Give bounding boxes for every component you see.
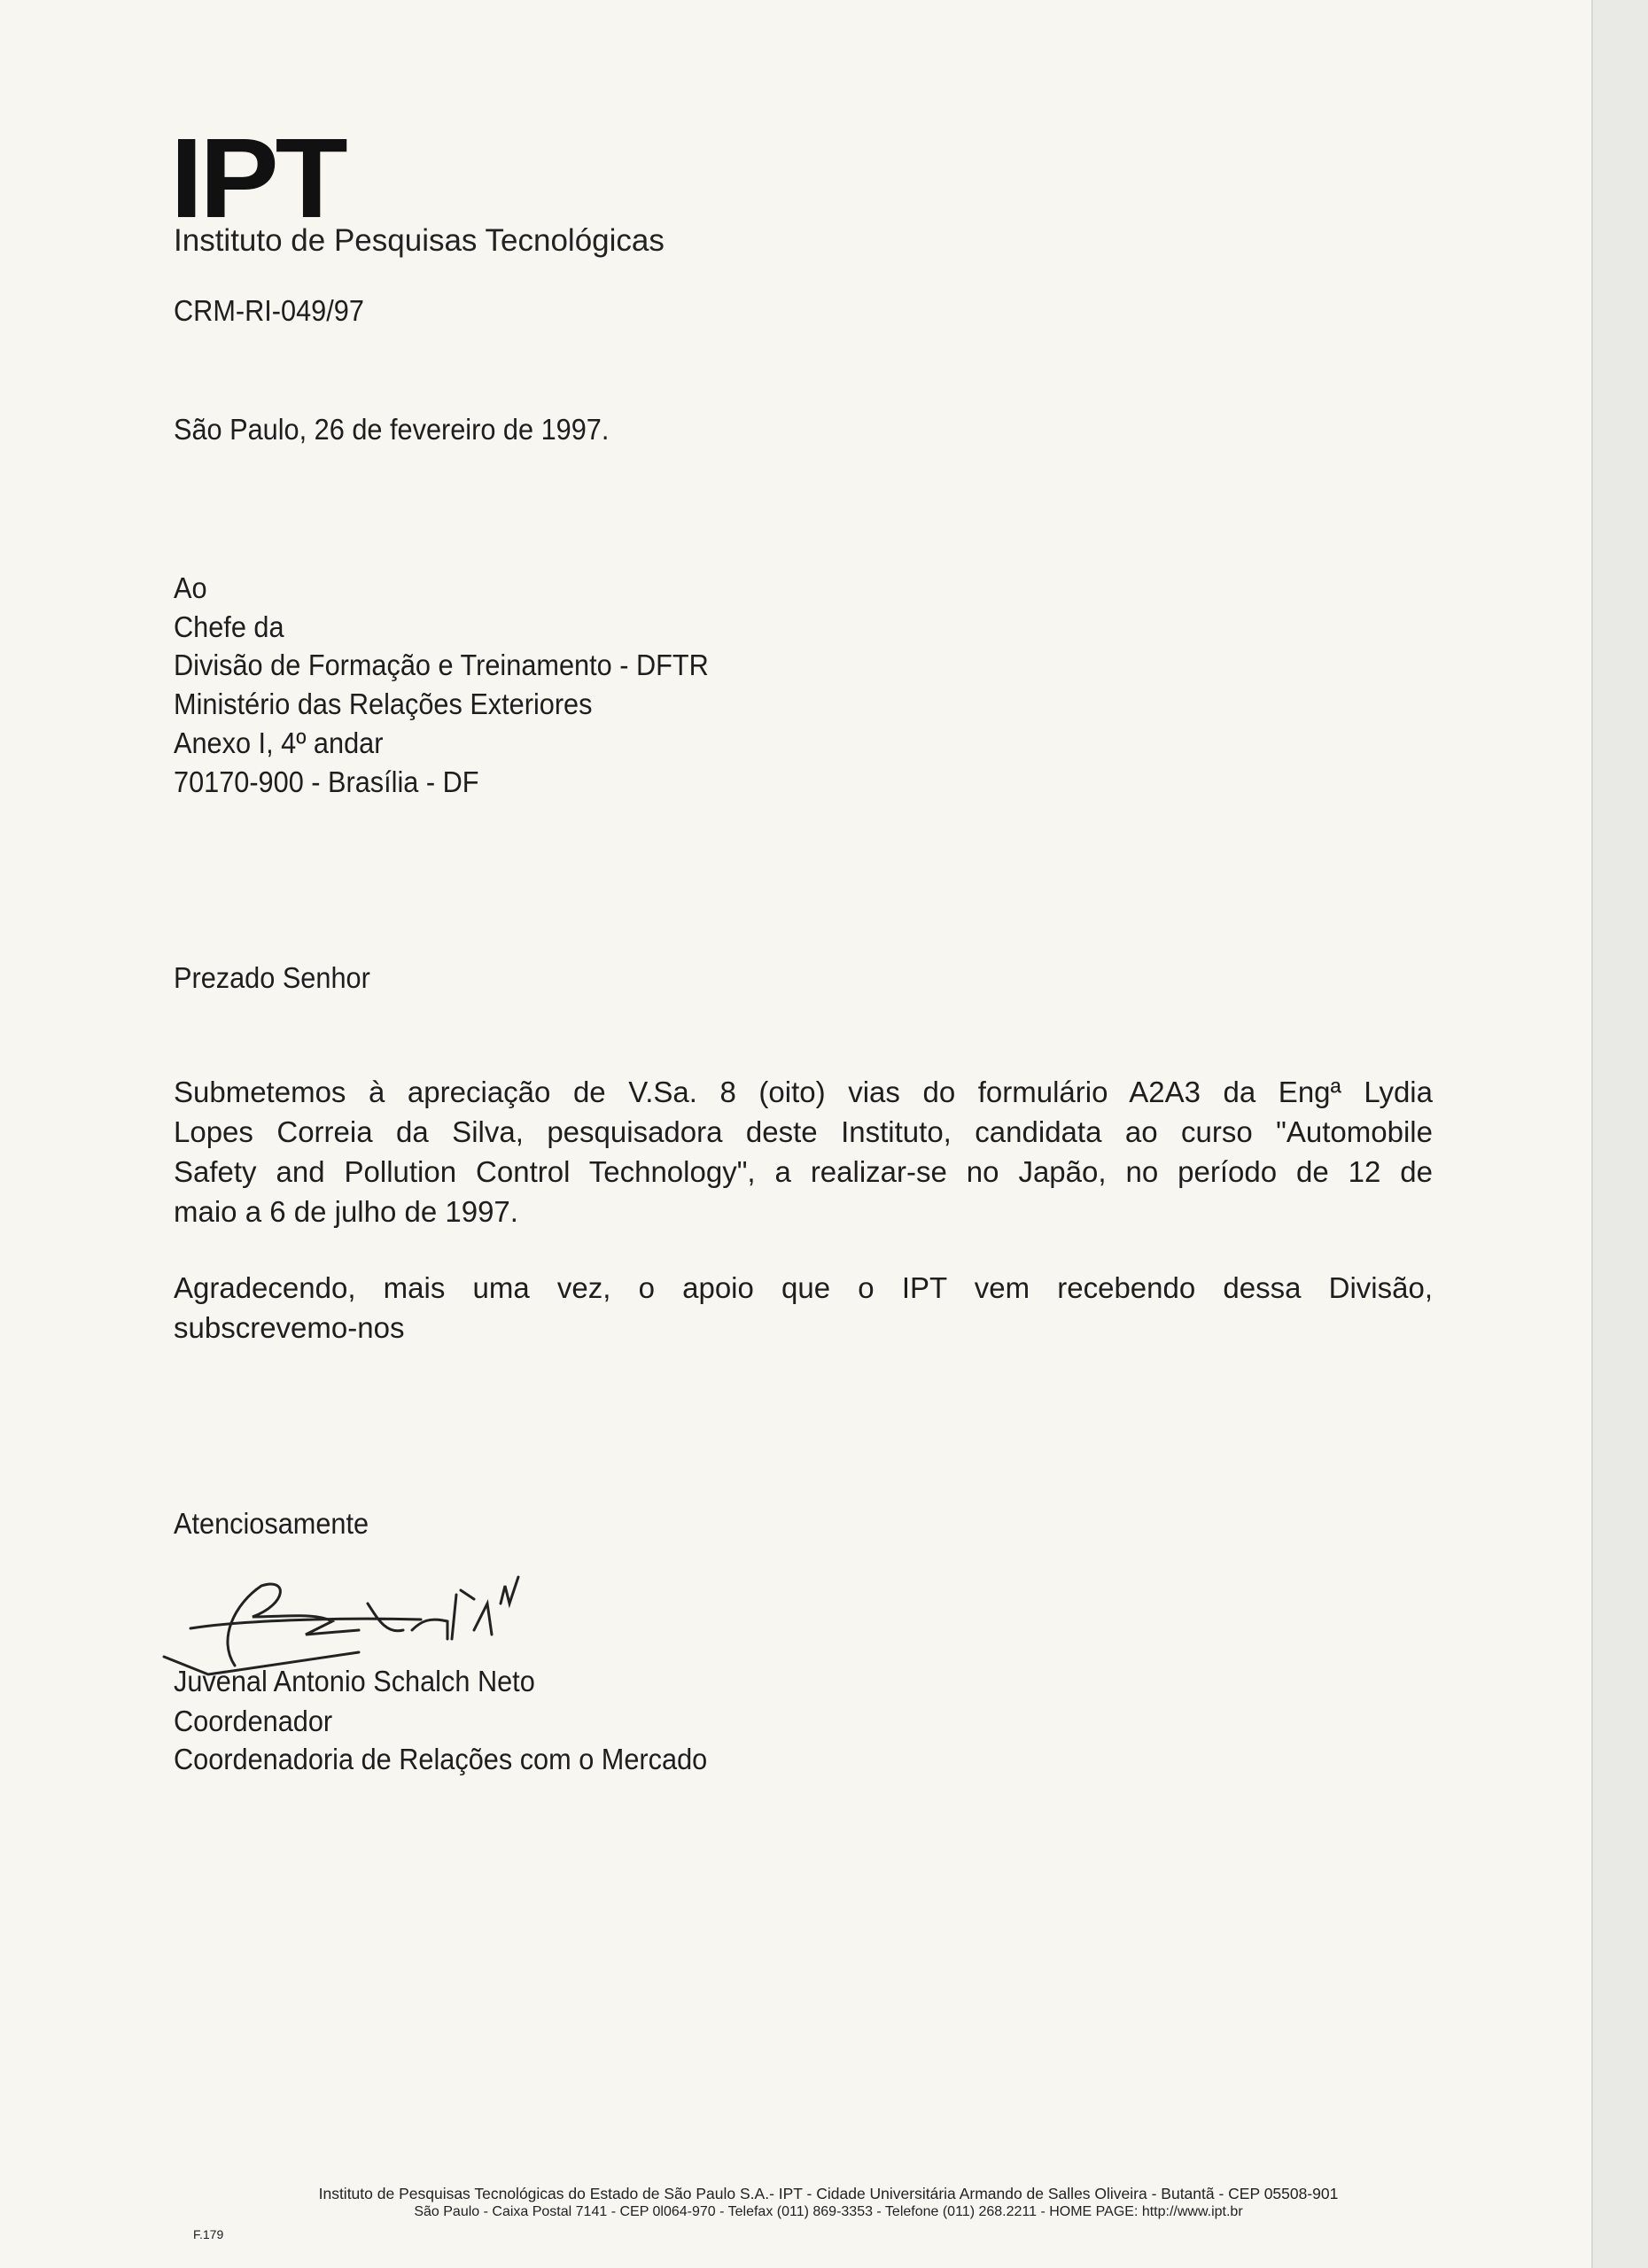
paragraph-line: Lopes Correia da Silva, pesquisadora deste Instituto, candidata ao curso "Automobile	[174, 1115, 1433, 1148]
recipient-line: 70170-900 - Brasília - DF	[174, 765, 479, 798]
body-paragraph-1	[174, 1072, 1433, 1231]
signatory-name: Juvenal Antonio Schalch Neto	[174, 1665, 535, 1697]
recipient-line: Chefe da	[174, 610, 284, 643]
paragraph-line: Agradecendo, mais uma vez, o apoio que o IPT vem recebendo dessa Divisão,	[174, 1271, 1433, 1304]
recipient-line: Ao	[174, 571, 207, 604]
paragraph-line: maio a 6 de julho de 1997.	[174, 1195, 518, 1228]
closing: Atenciosamente	[174, 1507, 369, 1540]
paragraph-line: Submetemos à apreciação de V.Sa. 8 (oito) vias do formulário A2A3 da Engª Lydia	[174, 1076, 1433, 1108]
footer-contact: São Paulo - Caixa Postal 7141 - CEP 0l064-970 - Telefax (011) 869-3353 - Telefone (011) 268.2211 - HOME PAGE: http://www.ipt.br	[414, 2204, 1243, 2219]
letter-date: São Paulo, 26 de fevereiro de 1997.	[174, 413, 610, 446]
recipient-line: Ministério das Relações Exteriores	[174, 687, 593, 720]
footer-address: Instituto de Pesquisas Tecnológicas do Estado de São Paulo S.A.- IPT - Cidade Universitária Armando de Salles Oliveira - Butantã - CEP 05508-901	[318, 2185, 1339, 2202]
paragraph-line: Safety and Pollution Control Technology", a realizar-se no Japão, no período de 12 de	[174, 1155, 1433, 1188]
paragraph-line: subscrevemo-nos	[174, 1311, 405, 1344]
ipt-logo: IPT	[170, 115, 345, 242]
recipient-line: Anexo I, 4º andar	[174, 726, 384, 759]
form-code: F.179	[193, 2227, 224, 2241]
salutation: Prezado Senhor	[174, 961, 370, 994]
signatory-department: Coordenadoria de Relações com o Mercado	[174, 1743, 708, 1775]
body-paragraph-2	[174, 1268, 1433, 1348]
reference-number: CRM-RI-049/97	[174, 294, 364, 327]
recipient-line: Divisão de Formação e Treinamento - DFTR	[174, 649, 709, 681]
signatory-title: Coordenador	[174, 1705, 333, 1737]
institution-name: Instituto de Pesquisas Tecnológicas	[174, 223, 665, 258]
